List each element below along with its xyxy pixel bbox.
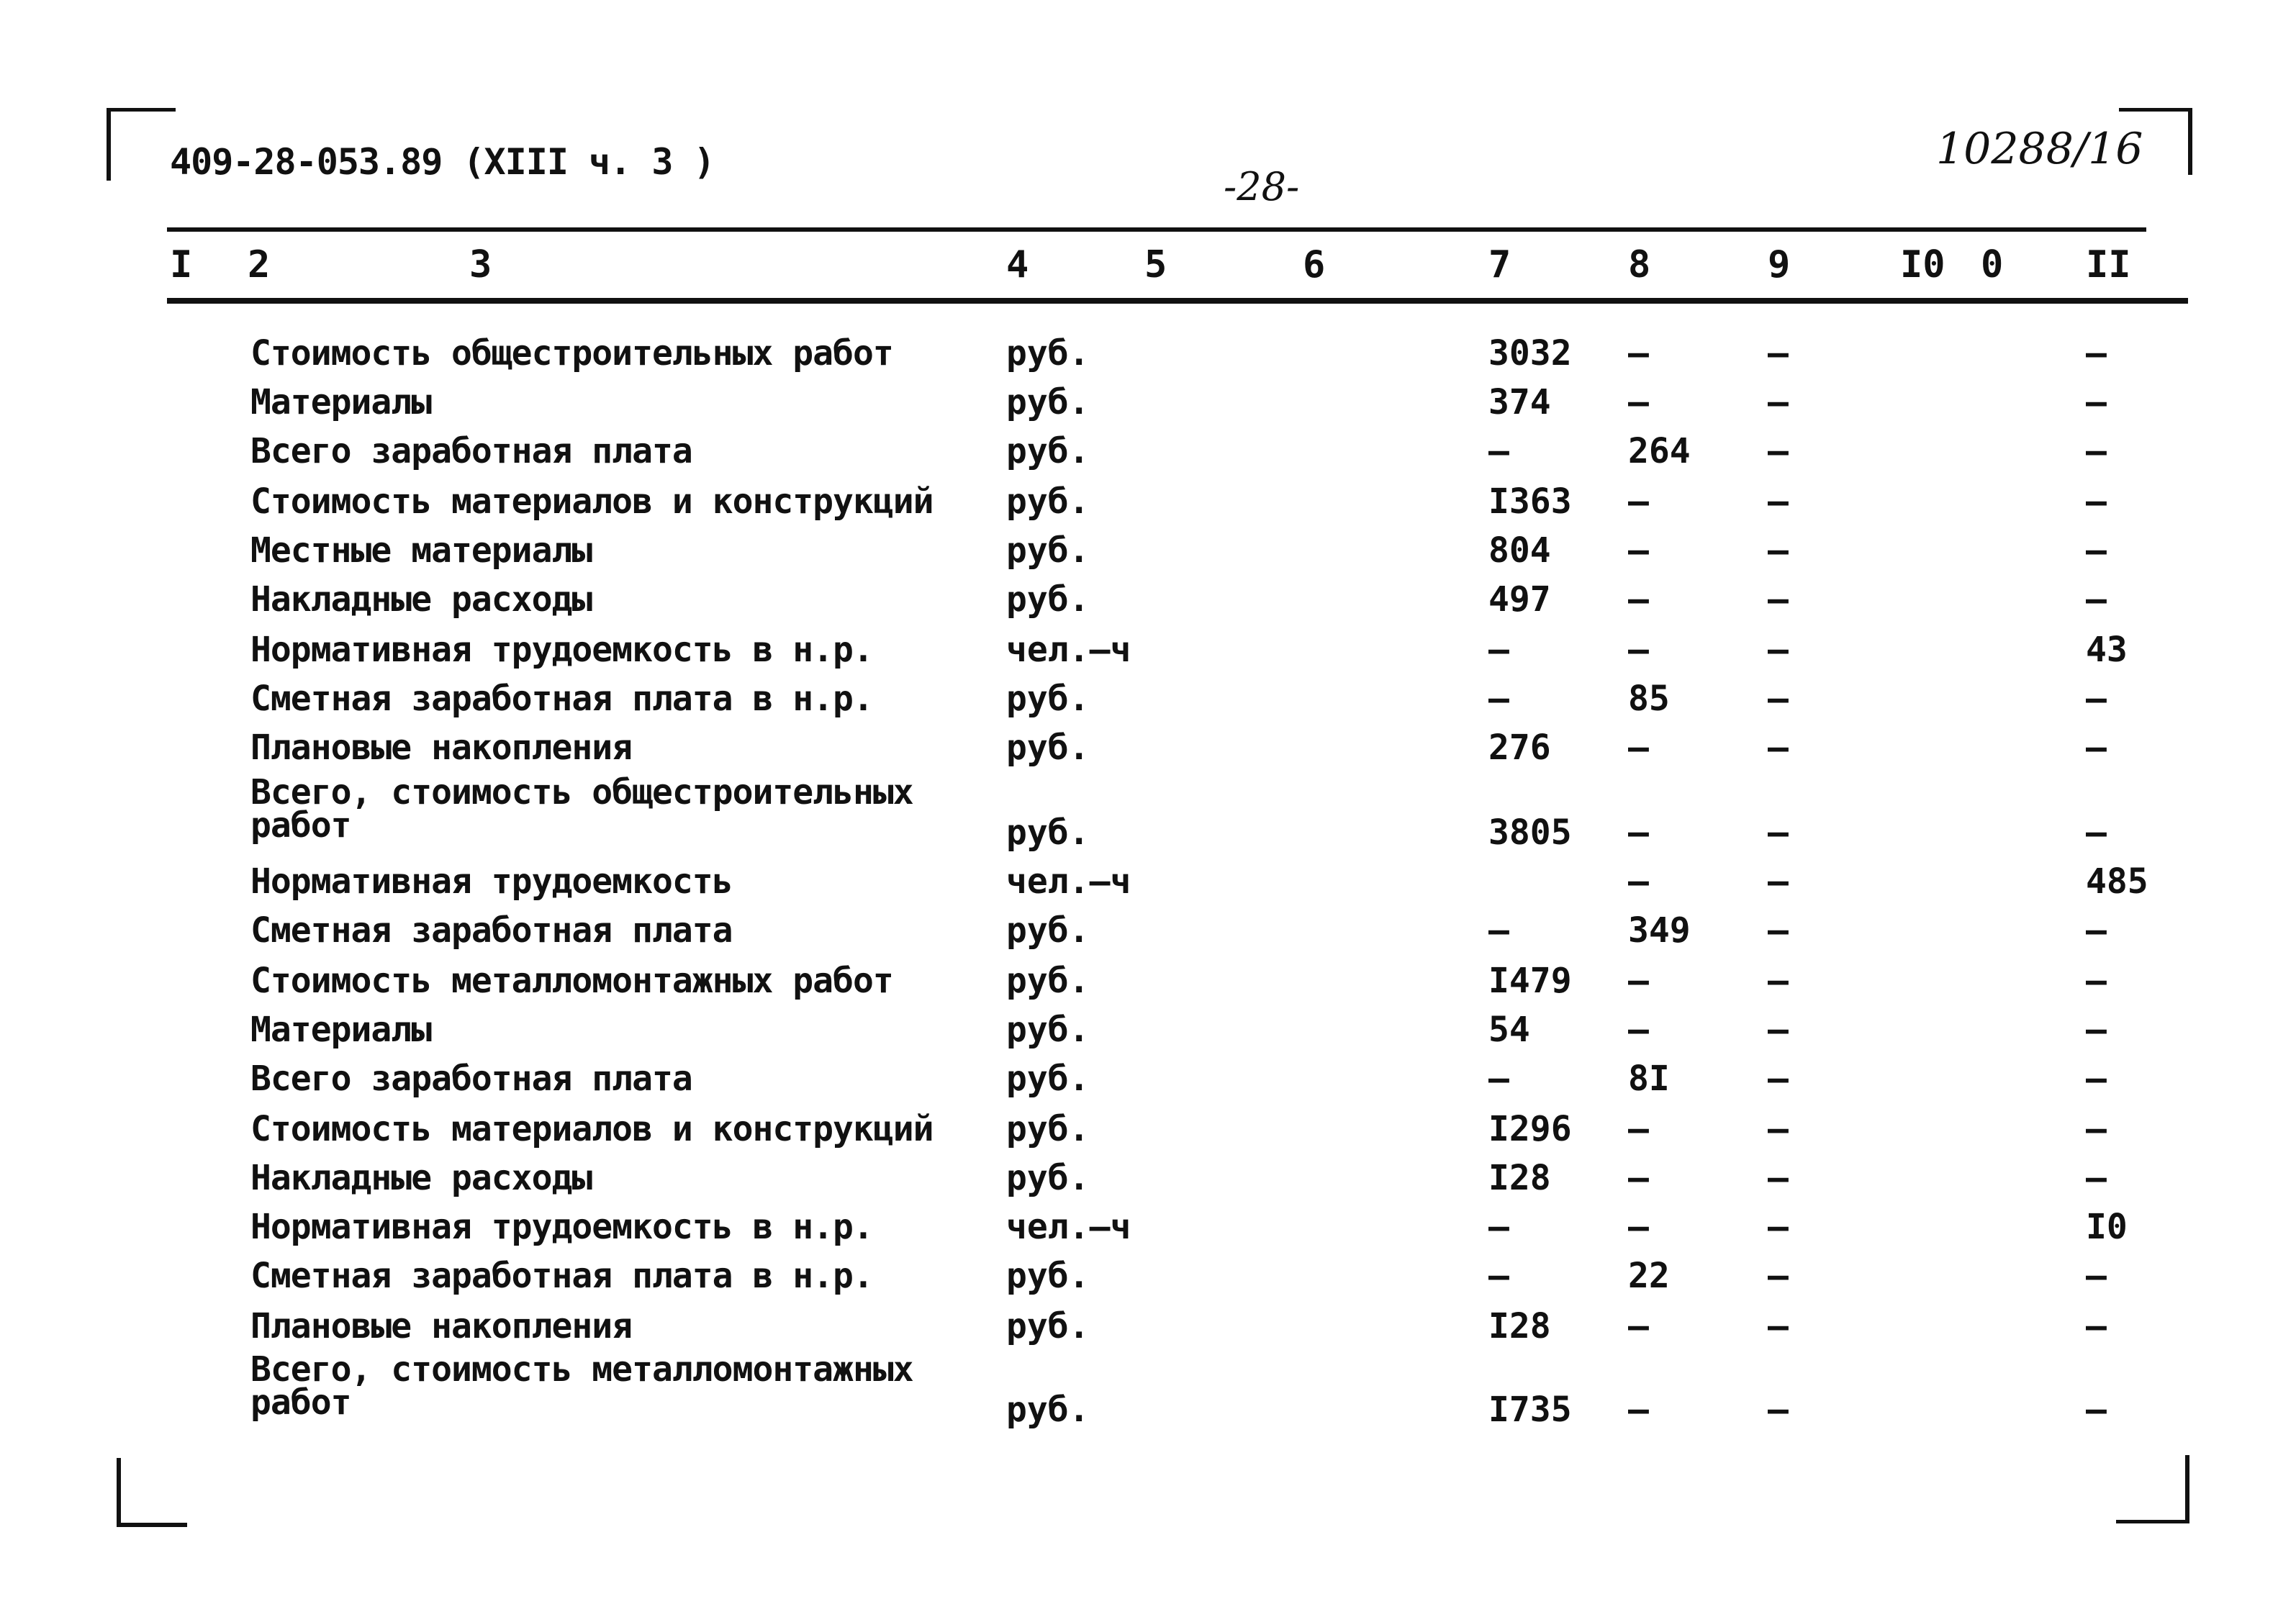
row-col11-value: – xyxy=(2086,1390,2107,1430)
row-name: Накладные расходы xyxy=(250,1158,592,1198)
row-col11-value: – xyxy=(2086,333,2107,373)
row-col11-value: – xyxy=(2086,1158,2107,1198)
row-col9-value: – xyxy=(1768,679,1789,719)
row-unit: чел.–ч xyxy=(1006,1207,1131,1247)
row-name: Сметная заработная плата в н.р. xyxy=(250,1256,873,1296)
table-row xyxy=(0,1205,2296,1248)
corner-mark-bottom-right xyxy=(2116,1455,2189,1523)
column-number: 6 xyxy=(1303,243,1326,286)
row-col8-value: – xyxy=(1628,579,1649,620)
row-col8-value: – xyxy=(1628,481,1649,522)
row-name: Стоимость металломонтажных работ xyxy=(250,961,893,1001)
sheet-reference: 10288/16 xyxy=(1936,124,2143,174)
row-col8-value: – xyxy=(1628,530,1649,571)
row-unit: руб. xyxy=(1006,382,1090,422)
table-row xyxy=(0,1056,2296,1100)
row-col7-value: 374 xyxy=(1488,382,1551,422)
row-col11-value: – xyxy=(2086,530,2107,571)
table-row xyxy=(0,628,2296,671)
row-col8-value: – xyxy=(1628,1158,1649,1198)
row-col9-value: – xyxy=(1768,1390,1789,1430)
row-name: Всего, стоимость общестроительных работ xyxy=(250,772,913,846)
row-unit: руб. xyxy=(1006,481,1090,522)
row-col9-value: – xyxy=(1768,961,1789,1001)
row-col7-value: I363 xyxy=(1488,481,1572,522)
page-number: -28- xyxy=(1224,164,1300,209)
row-col11-value: – xyxy=(2086,1256,2107,1296)
row-name: Нормативная трудоемкость xyxy=(250,861,733,902)
row-name: Всего, стоимость металломонтажных работ xyxy=(250,1349,913,1423)
row-col9-value: – xyxy=(1768,1059,1789,1099)
row-col11-value: – xyxy=(2086,910,2107,951)
column-number: I xyxy=(170,243,193,286)
column-number: 3 xyxy=(469,243,492,286)
row-col8-value: – xyxy=(1628,382,1649,422)
row-name: Материалы xyxy=(250,382,432,422)
row-col9-value: – xyxy=(1768,861,1789,902)
row-col11-value: I0 xyxy=(2086,1207,2128,1247)
row-col7-value: – xyxy=(1488,431,1509,471)
table-row xyxy=(0,772,2296,853)
row-name: Всего заработная плата xyxy=(250,431,692,471)
row-col8-value: – xyxy=(1628,861,1649,902)
row-unit: чел.–ч xyxy=(1006,861,1131,902)
table-row xyxy=(0,908,2296,951)
row-name: Стоимость общестроительных работ xyxy=(250,333,893,373)
table-header-rule xyxy=(167,298,2188,304)
row-unit: руб. xyxy=(1006,679,1090,719)
row-col7-value: 3805 xyxy=(1488,812,1572,853)
table-row xyxy=(0,429,2296,472)
row-col8-value: – xyxy=(1628,961,1649,1001)
column-number: 9 xyxy=(1768,243,1791,286)
row-col8-value: 8I xyxy=(1628,1059,1670,1099)
row-col9-value: – xyxy=(1768,1158,1789,1198)
row-name: Накладные расходы xyxy=(250,579,592,620)
row-name: Материалы xyxy=(250,1010,432,1050)
row-unit: руб. xyxy=(1006,961,1090,1001)
row-col11-value: – xyxy=(2086,1306,2107,1346)
row-col9-value: – xyxy=(1768,728,1789,768)
row-col9-value: – xyxy=(1768,481,1789,522)
row-unit: чел.–ч xyxy=(1006,630,1131,670)
row-col11-value: – xyxy=(2086,1109,2107,1149)
row-col11-value: 485 xyxy=(2086,861,2148,902)
row-col11-value: – xyxy=(2086,481,2107,522)
row-unit: руб. xyxy=(1006,579,1090,620)
row-name: Всего заработная плата xyxy=(250,1059,692,1099)
row-col7-value: 804 xyxy=(1488,530,1551,571)
row-col7-value: I28 xyxy=(1488,1158,1551,1198)
row-col7-value: I28 xyxy=(1488,1306,1551,1346)
row-col8-value: 264 xyxy=(1628,431,1691,471)
row-col11-value: – xyxy=(2086,382,2107,422)
row-unit: руб. xyxy=(1006,1059,1090,1099)
corner-mark-top-left xyxy=(107,108,176,181)
row-col8-value: – xyxy=(1628,1010,1649,1050)
row-unit: руб. xyxy=(1006,1109,1090,1149)
row-unit: руб. xyxy=(1006,728,1090,768)
row-col8-value: – xyxy=(1628,812,1649,853)
row-name: Стоимость материалов и конструкций xyxy=(250,481,934,522)
row-col7-value: 54 xyxy=(1488,1010,1530,1050)
row-col8-value: 349 xyxy=(1628,910,1691,951)
table-row xyxy=(0,577,2296,620)
row-name: Нормативная трудоемкость в н.р. xyxy=(250,1207,873,1247)
row-col9-value: – xyxy=(1768,530,1789,571)
column-number: 8 xyxy=(1628,243,1651,286)
row-col8-value: – xyxy=(1628,728,1649,768)
row-name: Плановые накопления xyxy=(250,1306,633,1346)
row-col11-value: – xyxy=(2086,679,2107,719)
column-number: II xyxy=(2086,243,2131,286)
row-unit: руб. xyxy=(1006,910,1090,951)
row-unit: руб. xyxy=(1006,431,1090,471)
row-col7-value: I479 xyxy=(1488,961,1572,1001)
table-row xyxy=(0,1304,2296,1347)
table-row xyxy=(0,331,2296,374)
table-row xyxy=(0,859,2296,902)
row-col8-value: – xyxy=(1628,630,1649,670)
row-col7-value: – xyxy=(1488,910,1509,951)
column-number: 7 xyxy=(1488,243,1511,286)
row-col9-value: – xyxy=(1768,431,1789,471)
row-col9-value: – xyxy=(1768,1306,1789,1346)
column-number: 5 xyxy=(1144,243,1167,286)
row-col8-value: 85 xyxy=(1628,679,1670,719)
row-name: Стоимость материалов и конструкций xyxy=(250,1109,934,1149)
row-name: Сметная заработная плата xyxy=(250,910,733,951)
row-col8-value: – xyxy=(1628,1207,1649,1247)
row-unit: руб. xyxy=(1006,1010,1090,1050)
row-col7-value: I296 xyxy=(1488,1109,1572,1149)
row-col9-value: – xyxy=(1768,1109,1789,1149)
row-col7-value: I735 xyxy=(1488,1390,1572,1430)
column-number: I0 xyxy=(1900,243,1945,286)
row-col11-value: 43 xyxy=(2086,630,2128,670)
row-unit: руб. xyxy=(1006,1158,1090,1198)
column-number: 0 xyxy=(1981,243,2004,286)
row-col7-value: – xyxy=(1488,1207,1509,1247)
row-col9-value: – xyxy=(1768,1010,1789,1050)
column-number: 2 xyxy=(248,243,271,286)
table-row xyxy=(0,1107,2296,1150)
row-col11-value: – xyxy=(2086,579,2107,620)
row-col7-value: – xyxy=(1488,1059,1509,1099)
row-col8-value: – xyxy=(1628,333,1649,373)
table-row xyxy=(0,528,2296,571)
row-name: Нормативная трудоемкость в н.р. xyxy=(250,630,873,670)
row-col7-value: – xyxy=(1488,1256,1509,1296)
row-col9-value: – xyxy=(1768,1207,1789,1247)
row-unit: руб. xyxy=(1006,530,1090,571)
row-col11-value: – xyxy=(2086,1059,2107,1099)
row-col7-value: 276 xyxy=(1488,728,1551,768)
table-row xyxy=(0,1349,2296,1431)
table-row xyxy=(0,1156,2296,1199)
table-row xyxy=(0,380,2296,423)
row-name: Сметная заработная плата в н.р. xyxy=(250,679,873,719)
row-unit: руб. xyxy=(1006,812,1090,853)
document-code: 409-28-053.89 (XIII ч. 3 ) xyxy=(170,141,715,183)
row-unit: руб. xyxy=(1006,1306,1090,1346)
row-unit: руб. xyxy=(1006,333,1090,373)
table-top-rule xyxy=(167,227,2146,232)
row-col11-value: – xyxy=(2086,1010,2107,1050)
row-col9-value: – xyxy=(1768,812,1789,853)
row-col11-value: – xyxy=(2086,961,2107,1001)
row-col11-value: – xyxy=(2086,728,2107,768)
row-col7-value: 497 xyxy=(1488,579,1551,620)
row-col11-value: – xyxy=(2086,431,2107,471)
row-col8-value: – xyxy=(1628,1109,1649,1149)
row-col7-value: – xyxy=(1488,630,1509,670)
row-col9-value: – xyxy=(1768,579,1789,620)
row-col8-value: – xyxy=(1628,1390,1649,1430)
table-row xyxy=(0,959,2296,1002)
corner-mark-bottom-left xyxy=(117,1458,187,1527)
row-col8-value: 22 xyxy=(1628,1256,1670,1296)
row-unit: руб. xyxy=(1006,1390,1090,1430)
row-unit: руб. xyxy=(1006,1256,1090,1296)
table-row xyxy=(0,479,2296,522)
row-col8-value: – xyxy=(1628,1306,1649,1346)
row-col7-value: – xyxy=(1488,679,1509,719)
row-name: Местные материалы xyxy=(250,530,592,571)
table-row xyxy=(0,725,2296,769)
row-col9-value: – xyxy=(1768,910,1789,951)
table-row xyxy=(0,1254,2296,1297)
table-row xyxy=(0,1007,2296,1051)
column-number: 4 xyxy=(1006,243,1029,286)
row-col11-value: – xyxy=(2086,812,2107,853)
row-col9-value: – xyxy=(1768,1256,1789,1296)
row-name: Плановые накопления xyxy=(250,728,633,768)
row-col9-value: – xyxy=(1768,382,1789,422)
row-col7-value: 3032 xyxy=(1488,333,1572,373)
row-col9-value: – xyxy=(1768,630,1789,670)
row-col9-value: – xyxy=(1768,333,1789,373)
table-row xyxy=(0,676,2296,720)
